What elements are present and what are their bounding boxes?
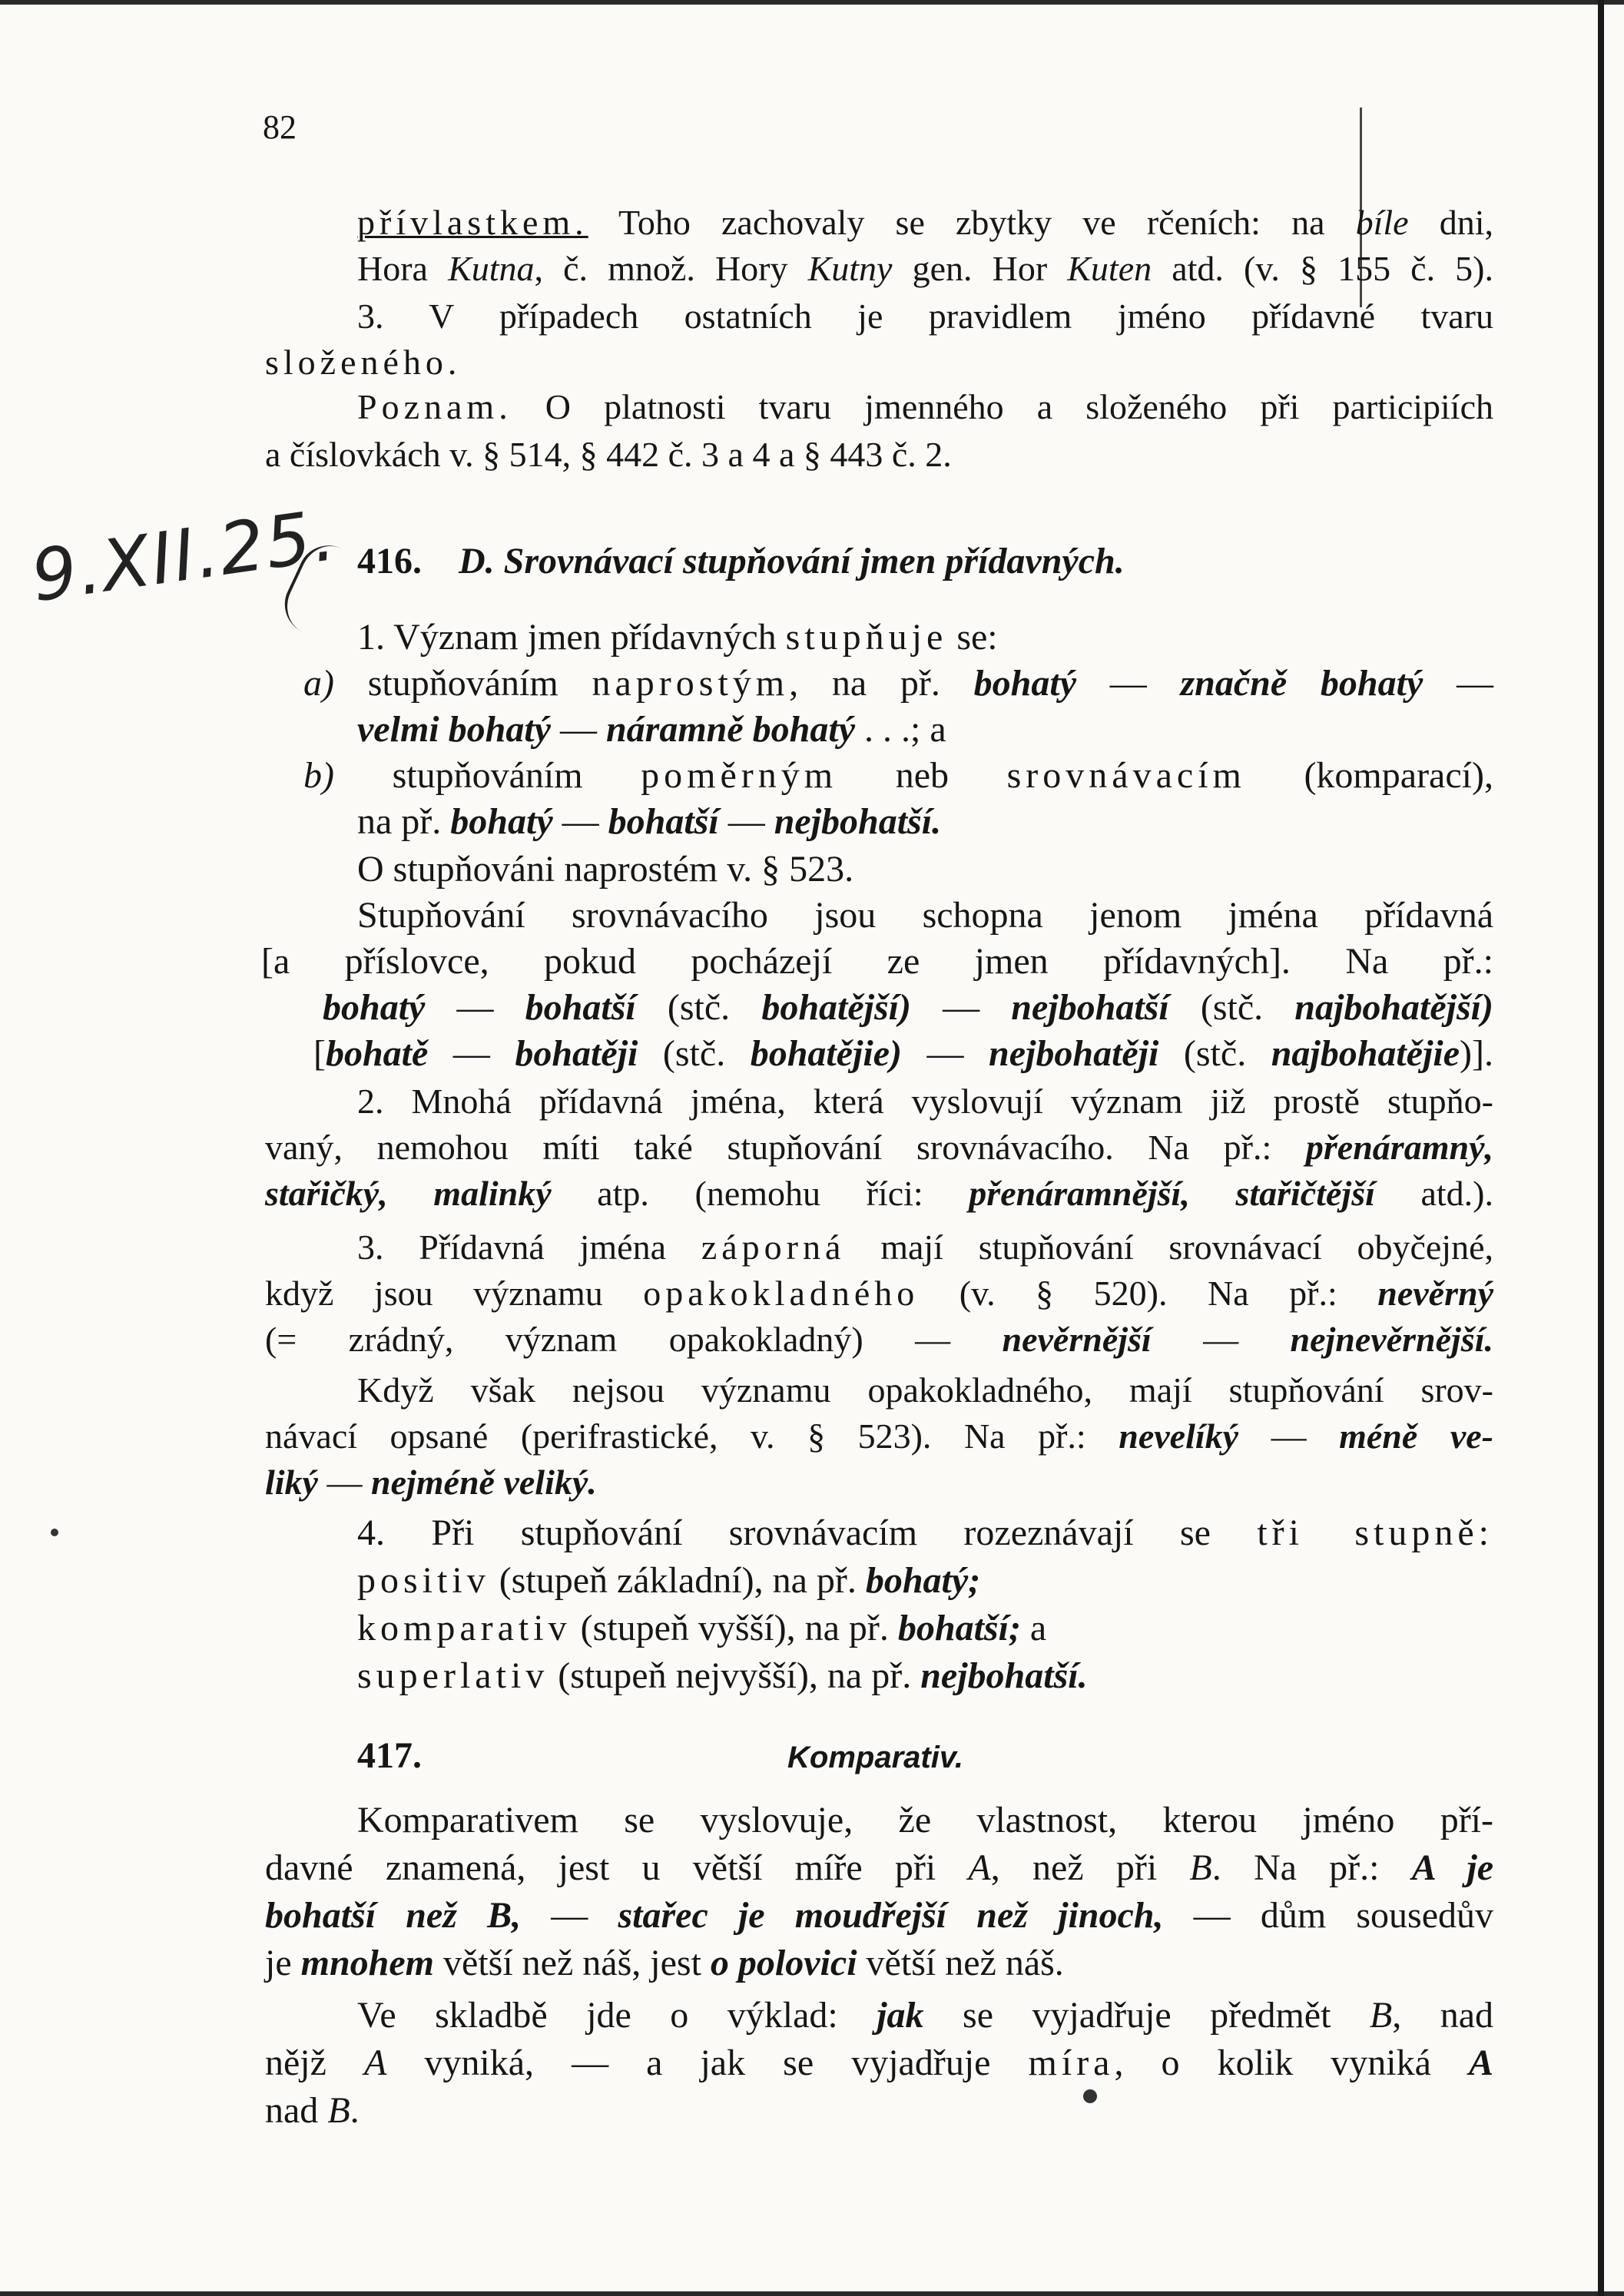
section-416-heading [357,538,1125,585]
text-span: přívlastkem. [357,203,588,242]
text-span: nejbohatší. [774,801,942,842]
page-edge-top [0,0,1624,5]
text-span: dni, [1408,203,1494,242]
text-span: stupňováním [333,755,641,796]
text-span: Ve skladbě jde o výklad: [357,1995,877,2036]
text-span: 4. Při stupňování srovnávacím rozeznávají se [357,1512,1258,1553]
text-span: vaný, nemohou míti také stupňování srovnávacího. Na př.: [265,1128,1306,1167]
text-line [303,753,1493,799]
text-span: nejnevěrnější. [1290,1320,1493,1359]
text-span: positiv [357,1560,490,1601]
text-line [357,1605,1493,1652]
text-span: přenáramnější, [969,1174,1190,1213]
text-span: méně ve- [1339,1416,1493,1456]
text-span: )]. [1460,1033,1494,1074]
text-line [357,246,1493,292]
text-span: bíle [1355,203,1409,242]
text-span: najbohatějie [1271,1033,1460,1074]
text-span: nejméně veliký. [370,1463,597,1502]
text-span: nějž [265,2043,364,2083]
text-span: stařec je moudřejší než jinoch, [618,1895,1164,1936]
text-span: když jsou významu [265,1274,644,1313]
text-span: . [350,2090,360,2131]
text-span [388,1174,434,1213]
text-span: malinký [433,1174,552,1213]
text-span: a [1020,1608,1047,1648]
text-span: (stč. [638,1033,751,1074]
text-line [265,2040,1493,2086]
text-span: bohatší [608,801,719,842]
ink-dot [51,1529,58,1536]
text-span: — [1151,1320,1291,1359]
text-span: poměrným [641,755,838,796]
text-line [357,1510,1493,1556]
text-span: bohatší [525,987,636,1028]
text-span: tři stupně: [1257,1512,1493,1553]
text-span: větší než náš, jest [434,1943,711,1983]
text-span: — [718,801,774,842]
page-number: 82 [263,108,297,146]
text-span: Kutny [807,249,893,288]
text-span: návací opsané (perifrastické, v. § 523). Na př.: [265,1416,1119,1456]
text-span: bohatší než B, [265,1895,522,1936]
text-span: — [425,987,525,1028]
text-span: přenáramný, [1305,1128,1493,1167]
text-span: nejbohatěji [989,1033,1159,1074]
text-span [1190,1174,1236,1213]
text-span: (stupeň základní), na př. [489,1560,866,1601]
page-edge-bottom [0,2291,1624,2296]
text-span: — [1238,1416,1340,1456]
text-span: — [521,1895,618,1936]
text-span: na př. [357,801,451,842]
text-span: nejbohatší. [920,1655,1088,1696]
text-span: 3. Přídavná jména [357,1228,701,1267]
text-span: bohatý [450,801,553,842]
text-span: a) [303,663,334,704]
text-line [357,200,1493,246]
text-line [357,893,1493,939]
text-span: — dům sousedův [1163,1895,1493,1936]
text-span: , na př. [789,663,974,704]
text-span: jak [877,1995,924,2036]
text-span: náramně bohatý [605,709,855,750]
text-span: , č. množ. Hory [534,249,808,288]
text-span: stupňuje [785,617,948,658]
text-span: O platnosti tvaru jmenného a složeného při participiích [512,387,1493,426]
text-span: — [552,801,608,842]
text-line [357,1367,1493,1413]
text-span: mnohem [300,1943,435,1983]
text-line [265,432,1493,478]
text-span: bohatější) [761,987,911,1028]
text-span: (stupeň nejvyšší), na př. [549,1655,921,1696]
text-span: je [265,1943,301,1983]
text-span: se: [947,617,998,658]
text-line [265,1459,1493,1506]
text-span: b) [303,755,334,796]
text-span: bohatší; [897,1608,1021,1648]
text-span: B [327,2090,350,2131]
text-span: (stč. [635,987,762,1028]
text-span: stařičký, [265,1174,388,1213]
text-span: — [317,1463,371,1502]
text-line [265,1171,1493,1217]
text-span: nejbohatší [1011,987,1169,1028]
text-span: — [550,709,606,750]
text-span: Když však nejsou významu opakokladného, mají stupňování srov- [357,1370,1493,1410]
text-line [357,799,1493,845]
text-line [323,985,1493,1031]
text-span: nevěrnější [1002,1320,1152,1359]
text-line [265,340,1493,386]
text-span: opakokladného [643,1274,920,1313]
handwritten-annotation: 9.XII.25. [26,493,342,618]
text-span: Stupňování srovnávacího jsou schopna jenom jména přídavná [357,895,1493,936]
text-span: komparativ [357,1608,572,1648]
section-417-heading [357,1732,422,1780]
text-span: míra [1028,2043,1115,2083]
text-line [265,1271,1493,1317]
text-line [357,1797,1493,1844]
text-span: gen. Hor [892,249,1068,288]
text-span: záporná [701,1228,846,1267]
text-span: davné znamená, jest u větší míře při [265,1847,969,1888]
section-417-title [787,1734,963,1781]
text-span: (stč. [1168,987,1295,1028]
text-span: srovnávacím [1006,755,1246,796]
text-span: bohatěji [515,1033,638,1074]
text-span: [ [313,1033,326,1074]
text-line [265,1125,1493,1171]
text-line [357,1993,1493,2039]
section-title: Srovnávací stupňování jmen přídavných. [503,541,1125,581]
text-span: mají stupňování srovnávací obyčejné, [845,1228,1493,1267]
text-span: A [364,2043,387,2083]
text-span: Komparativem se vyslovuje, že vlastnost, kterou jméno pří- [357,1800,1493,1840]
text-span: Kutna [448,249,535,288]
text-span: naprostým [592,663,790,704]
text-line [265,1893,1493,1939]
text-line [303,661,1493,707]
text-line [357,707,1493,753]
text-span: stupňováním [333,663,592,704]
section-letter: D. [459,541,495,581]
text-line [357,847,1493,893]
text-span: Kuten [1067,249,1152,288]
text-span: — [1076,663,1181,704]
text-span: větší než náš. [857,1943,1064,1983]
text-line [357,1078,1493,1125]
text-span: (v. § 520). Na př.: [919,1274,1378,1313]
text-span: atd. (v. § 155 č. 5). [1152,249,1494,288]
text-span: značně bohatý [1180,663,1423,704]
text-span: bohatě [325,1033,429,1074]
text-span: nad [265,2090,328,2131]
text-span: 1. Význam jmen přídavných [357,617,786,658]
text-span: velmi bohatý [357,709,551,750]
text-span: B [1369,1995,1393,2036]
text-line [357,1558,1493,1604]
text-span: vyniká, — a jak se vyjadřuje [386,2043,1029,2083]
text-span: (komparací), [1245,755,1493,796]
text-span: se vyjadřuje předmět [923,1995,1370,2036]
text-line [265,1940,1493,1986]
text-span: A [968,1847,991,1888]
text-line [357,293,1493,340]
text-span: nevelíký [1119,1416,1239,1456]
text-line [357,1653,1493,1699]
text-line [265,1845,1493,1891]
section-number: 417. [357,1735,422,1776]
text-span: O stupňováni naprostém v. § 523. [357,849,854,890]
text-span: superlativ [357,1655,549,1696]
text-span: , nad [1392,1995,1493,2036]
text-span: . . .; a [855,709,946,750]
page-edge-right [1598,0,1604,2296]
text-span: — [902,1033,989,1074]
text-span: bohatý; [865,1560,981,1601]
text-span: B [1189,1847,1212,1888]
text-line [265,1413,1493,1459]
text-span: a číslovkách v. § 514, § 442 č. 3 a 4 a § 443 č. 2. [265,435,952,474]
text-span: — [428,1033,515,1074]
text-line [261,939,1493,985]
text-span: nevěrný [1377,1274,1493,1313]
section-number: 416. [357,541,422,581]
text-span: — [1423,663,1494,704]
text-span: , o kolik vyniká [1114,2043,1469,2083]
text-span: 3. V případech ostatních je pravidlem jméno přídavné tvaru [357,297,1493,336]
text-span: Hora [357,249,449,288]
text-span: neb [837,755,1007,796]
text-line [357,615,1493,661]
text-span: atd.). [1374,1174,1493,1213]
text-span: o polovici [710,1943,857,1983]
text-span: stařičtější [1235,1174,1375,1213]
text-span: , než při [990,1847,1190,1888]
text-span: 2. Mnohá přídavná jména, která vyslovují význam již prostě stupňo- [357,1082,1493,1121]
text-span: — [910,987,1012,1028]
section-title: Komparativ. [787,1741,963,1774]
text-span: . Na př.: [1211,1847,1412,1888]
text-span: (stupeň vyšší), na př. [571,1608,898,1648]
text-line [357,384,1493,430]
text-span: A je [1411,1847,1493,1888]
text-span: bohatý [323,987,426,1028]
text-line [313,1031,1493,1077]
text-span: liký [265,1463,318,1502]
text-line [357,1224,1493,1271]
text-span: atp. (nemohu říci: [551,1174,969,1213]
text-line [265,2088,1493,2134]
text-span: bohatý [973,663,1076,704]
text-span: Poznam. [357,387,512,426]
text-span: bohatějie) [750,1033,902,1074]
text-span: složeného. [265,343,462,382]
text-span: Toho zachovaly se zbytky ve rčeních: na [588,203,1356,242]
text-span: (stč. [1158,1033,1271,1074]
text-span: [a příslovce, pokud pocházejí ze jmen přídavných]. Na př.: [261,941,1493,982]
text-line [265,1317,1493,1363]
text-span: (= zrádný, význam opakokladný) — [265,1320,1003,1359]
text-span: najbohatější) [1294,987,1493,1028]
text-span: A [1469,2043,1494,2083]
